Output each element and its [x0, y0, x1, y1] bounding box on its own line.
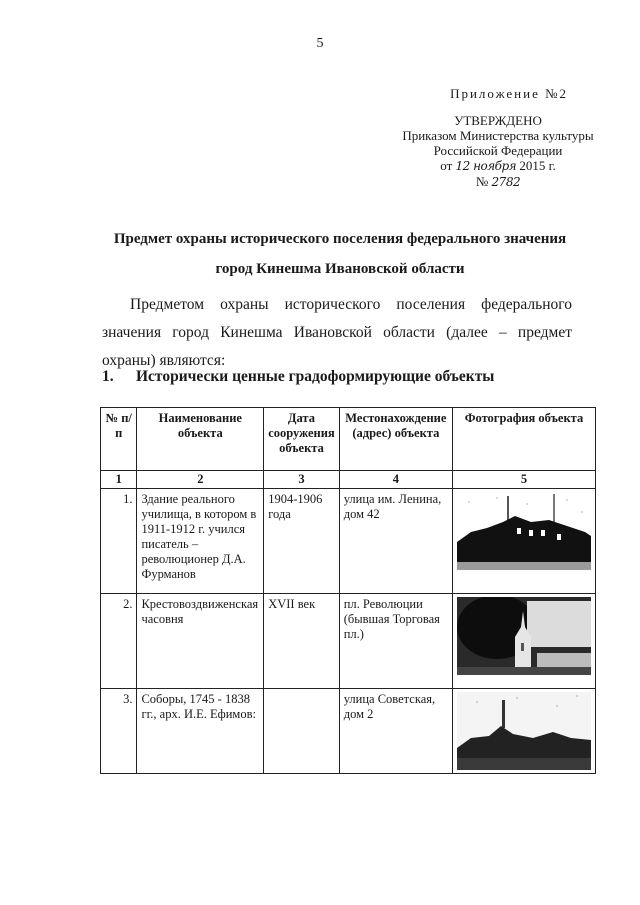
table-header-row: [101, 408, 596, 471]
number-prefix: №: [475, 174, 489, 189]
object-address: улица Советская, дом 2: [339, 689, 452, 774]
row-number: 2.: [101, 594, 137, 689]
header-address: Местонахождение (адрес) объекта: [339, 408, 452, 471]
column-number: 4: [339, 471, 452, 489]
title-line-2: город Кинешма Ивановской области: [215, 261, 465, 277]
chapel-photo-image: [457, 597, 591, 675]
object-photo: [457, 492, 591, 570]
section-heading: [102, 368, 494, 386]
handwritten-date: 12 ноября: [455, 159, 517, 173]
page-number: 5: [316, 36, 324, 51]
approval-block: [398, 113, 598, 190]
header-name: Наименование объекта: [137, 408, 264, 471]
object-address: улица им. Ленина, дом 42: [339, 489, 452, 594]
table-row: [101, 689, 596, 774]
intro-paragraph: Предметом охраны исторического поселения федерального значения город Кинешма Ивановской области (далее – предмет охраны) являются:: [102, 296, 572, 369]
row-number: 1.: [101, 489, 137, 594]
approval-number: [398, 174, 598, 190]
header-date: Дата сооружения объекта: [264, 408, 340, 471]
object-date: 1904-1906 года: [264, 489, 340, 594]
date-prefix: от: [440, 158, 453, 173]
approval-line-3: Российской Федерации: [433, 143, 563, 158]
photo-cell: [452, 689, 595, 774]
object-photo: [457, 597, 591, 675]
column-number: 1: [101, 471, 137, 489]
object-name: Соборы, 1745 - 1838 гг., арх. И.Е. Ефимов:: [137, 689, 264, 774]
column-number: 5: [452, 471, 595, 489]
approval-line-1: УТВЕРЖДЕНО: [454, 113, 542, 128]
object-photo: [457, 692, 591, 770]
date-suffix: 2015 г.: [519, 158, 556, 173]
handwritten-number: 2782: [491, 175, 521, 189]
section-number: 1.: [102, 368, 114, 385]
table-row: [101, 489, 596, 594]
header-number: № п/п: [101, 408, 137, 471]
object-address: пл. Революции (бывшая Торговая пл.): [339, 594, 452, 689]
column-number: 3: [264, 471, 340, 489]
object-date: [264, 689, 340, 774]
table-row: [101, 594, 596, 689]
column-number-row: [101, 471, 596, 489]
row-number: 3.: [101, 689, 137, 774]
section-title: Исторически ценные градоформирующие объекты: [136, 368, 495, 385]
appendix-label: Приложение №2: [450, 86, 568, 101]
approval-date: [398, 158, 598, 174]
object-name: Здание реального училища, в котором в 1911-1912 г. учился писатель – революционер Д.А. Фурманов: [137, 489, 264, 594]
column-number: 2: [137, 471, 264, 489]
header-photo: Фотография объекта: [452, 408, 595, 471]
object-date: XVII век: [264, 594, 340, 689]
building-photo-image: [457, 492, 591, 570]
object-name: Крестовоздвиженская часовня: [137, 594, 264, 689]
objects-table: [100, 407, 596, 774]
photo-cell: [452, 489, 595, 594]
approval-line-2: Приказом Министерства культуры: [402, 128, 594, 143]
cathedral-photo-image: [457, 692, 591, 770]
photo-cell: [452, 594, 595, 689]
document-title: [90, 224, 590, 284]
title-line-1: Предмет охраны исторического поселения федерального значения: [113, 231, 567, 247]
